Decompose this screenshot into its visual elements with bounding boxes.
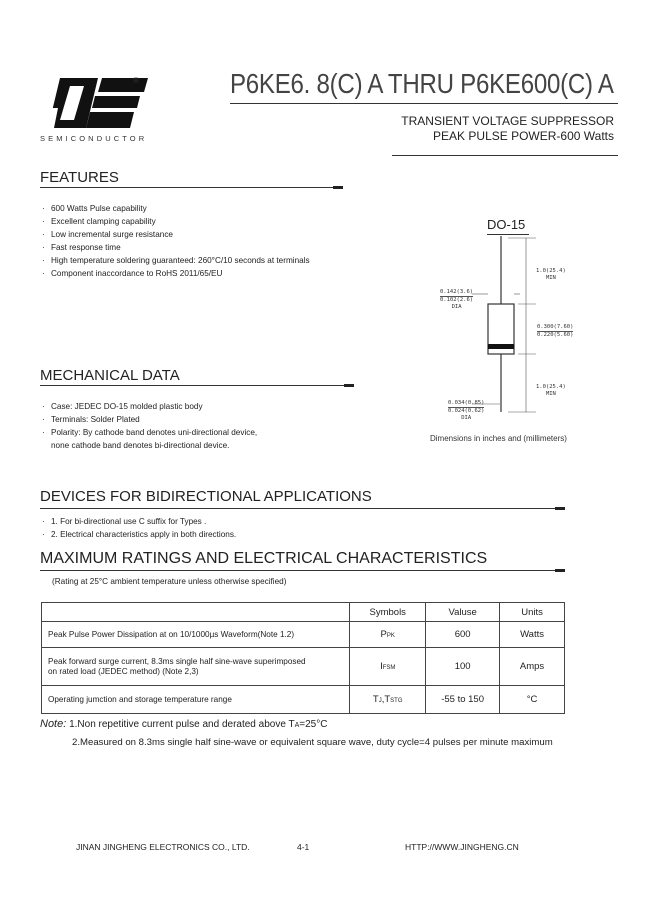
table-header-row: [42, 603, 565, 622]
bidirectional-rule: [40, 508, 565, 509]
features-rule: [40, 187, 340, 188]
param-cell: Peak forward surge current, 8.3ms single half sine-wave superimposed on rated load (JEDEC method) (Note 2,3): [42, 648, 350, 686]
bidirectional-heading: DEVICES FOR BIDIRECTIONAL APPLICATIONS: [40, 488, 372, 505]
feature-item: · 600 Watts Pulse capability: [40, 202, 310, 215]
part-title: P6KE6. 8(C) A THRU P6KE600(C) A: [230, 68, 614, 99]
bidirectional-item: · 1. For bi-directional use C suffix for Types .: [40, 515, 236, 528]
table-row: [42, 622, 565, 648]
mechanical-item: · Terminals: Solder Plated: [40, 413, 257, 426]
mechanical-rule: [40, 385, 352, 386]
ratings-table: [41, 602, 565, 714]
company-logo: [40, 78, 148, 128]
mechanical-item-continuation: none cathode band denotes bi-directional device.: [51, 441, 230, 450]
mechanical-heading: MECHANICAL DATA: [40, 367, 180, 384]
feature-item: · Component inaccordance to RoHS 2011/65/EU: [40, 267, 310, 280]
feature-item: · Low incremental surge resistance: [40, 228, 310, 241]
ratings-condition: (Rating at 25°C ambient temperature unless otherwise specified): [52, 577, 287, 586]
bidirectional-rule-mark: [555, 507, 565, 510]
features-heading: FEATURES: [40, 169, 119, 186]
package-name: DO-15: [487, 217, 526, 232]
subtitle-line1: TRANSIENT VOLTAGE SUPPRESSOR: [401, 114, 614, 128]
ratings-heading: MAXIMUM RATINGS AND ELECTRICAL CHARACTERISTICS: [40, 550, 488, 567]
table-header-cell: Units: [500, 603, 565, 622]
table-header-cell: [42, 603, 350, 622]
dim-lead-bottom: 1.0(25.4) MIN: [536, 384, 566, 397]
title-rule: [230, 103, 618, 104]
company-tag: SEMICONDUCTOR: [40, 134, 148, 143]
package-name-rule: [487, 234, 529, 235]
unit-cell: °C: [500, 686, 565, 714]
param-cell: Operating jumction and storage temperature range: [42, 686, 350, 714]
note-label: Note:: [40, 718, 67, 730]
dim-lead-top: 1.0(25.4) MIN: [536, 268, 566, 281]
footer-url: HTTP://WWW.JINGHENG.CN: [405, 842, 519, 852]
table-row: [42, 686, 565, 714]
value-cell: -55 to 150: [426, 686, 500, 714]
footer-company: JINAN JINGHENG ELECTRONICS CO., LTD.: [76, 842, 250, 852]
mechanical-item: · Polarity: By cathode band denotes uni-directional device,: [40, 426, 257, 439]
feature-item: · Fast response time: [40, 241, 310, 254]
value-cell: 600: [426, 622, 500, 648]
symbol-cell: PPK: [350, 622, 426, 648]
ratings-rule: [40, 570, 565, 571]
table-header-cell: Valuse: [426, 603, 500, 622]
mechanical-list: [40, 400, 257, 452]
dimension-caption: Dimensions in inches and (millimeters): [430, 434, 567, 443]
feature-item: · Excellent clamping capability: [40, 215, 310, 228]
dim-body-length: 0.300(7.60) 0.220(5.60): [537, 324, 574, 338]
subtitle-rule: [392, 155, 618, 156]
subtitle-line2: PEAK PULSE POWER-600 Watts: [433, 129, 614, 143]
dim-lead-dia: 0.142(3.6) 0.102(2.6) DIA: [440, 289, 474, 310]
feature-item: · High temperature soldering guaranteed: 260°C/10 seconds at terminals: [40, 254, 310, 267]
features-rule-mark: [333, 186, 343, 189]
mechanical-rule-mark: [344, 384, 354, 387]
table-row: [42, 648, 565, 686]
bidirectional-list: [40, 515, 236, 541]
bidirectional-item: · 2. Electrical characteristics apply in both directions.: [40, 528, 236, 541]
table-header-cell: Symbols: [350, 603, 426, 622]
symbol-cell: IFSM: [350, 648, 426, 686]
value-cell: 100: [426, 648, 500, 686]
unit-cell: Amps: [500, 648, 565, 686]
unit-cell: Watts: [500, 622, 565, 648]
param-cell: Peak Pulse Power Dissipation at on 10/1000µs Waveform(Note 1.2): [42, 622, 350, 648]
mechanical-item: · Case: JEDEC DO-15 molded plastic body: [40, 400, 257, 413]
ratings-rule-mark: [555, 569, 565, 572]
features-list: [40, 202, 310, 280]
dim-wire-dia: 0.034(0.85) 0.024(0.62) DIA: [448, 400, 485, 421]
registered-mark: ®: [133, 76, 139, 85]
footer-page-number: 4-1: [297, 842, 310, 852]
note-1: Note: 1.Non repetitive current pulse and derated above TA=25°C: [40, 718, 328, 730]
symbol-cell: TJ,TSTG: [350, 686, 426, 714]
note-2: 2.Measured on 8.3ms single half sine-wave or equivalent square wave, duty cycle=4 pulses per minute maximum: [72, 737, 553, 748]
